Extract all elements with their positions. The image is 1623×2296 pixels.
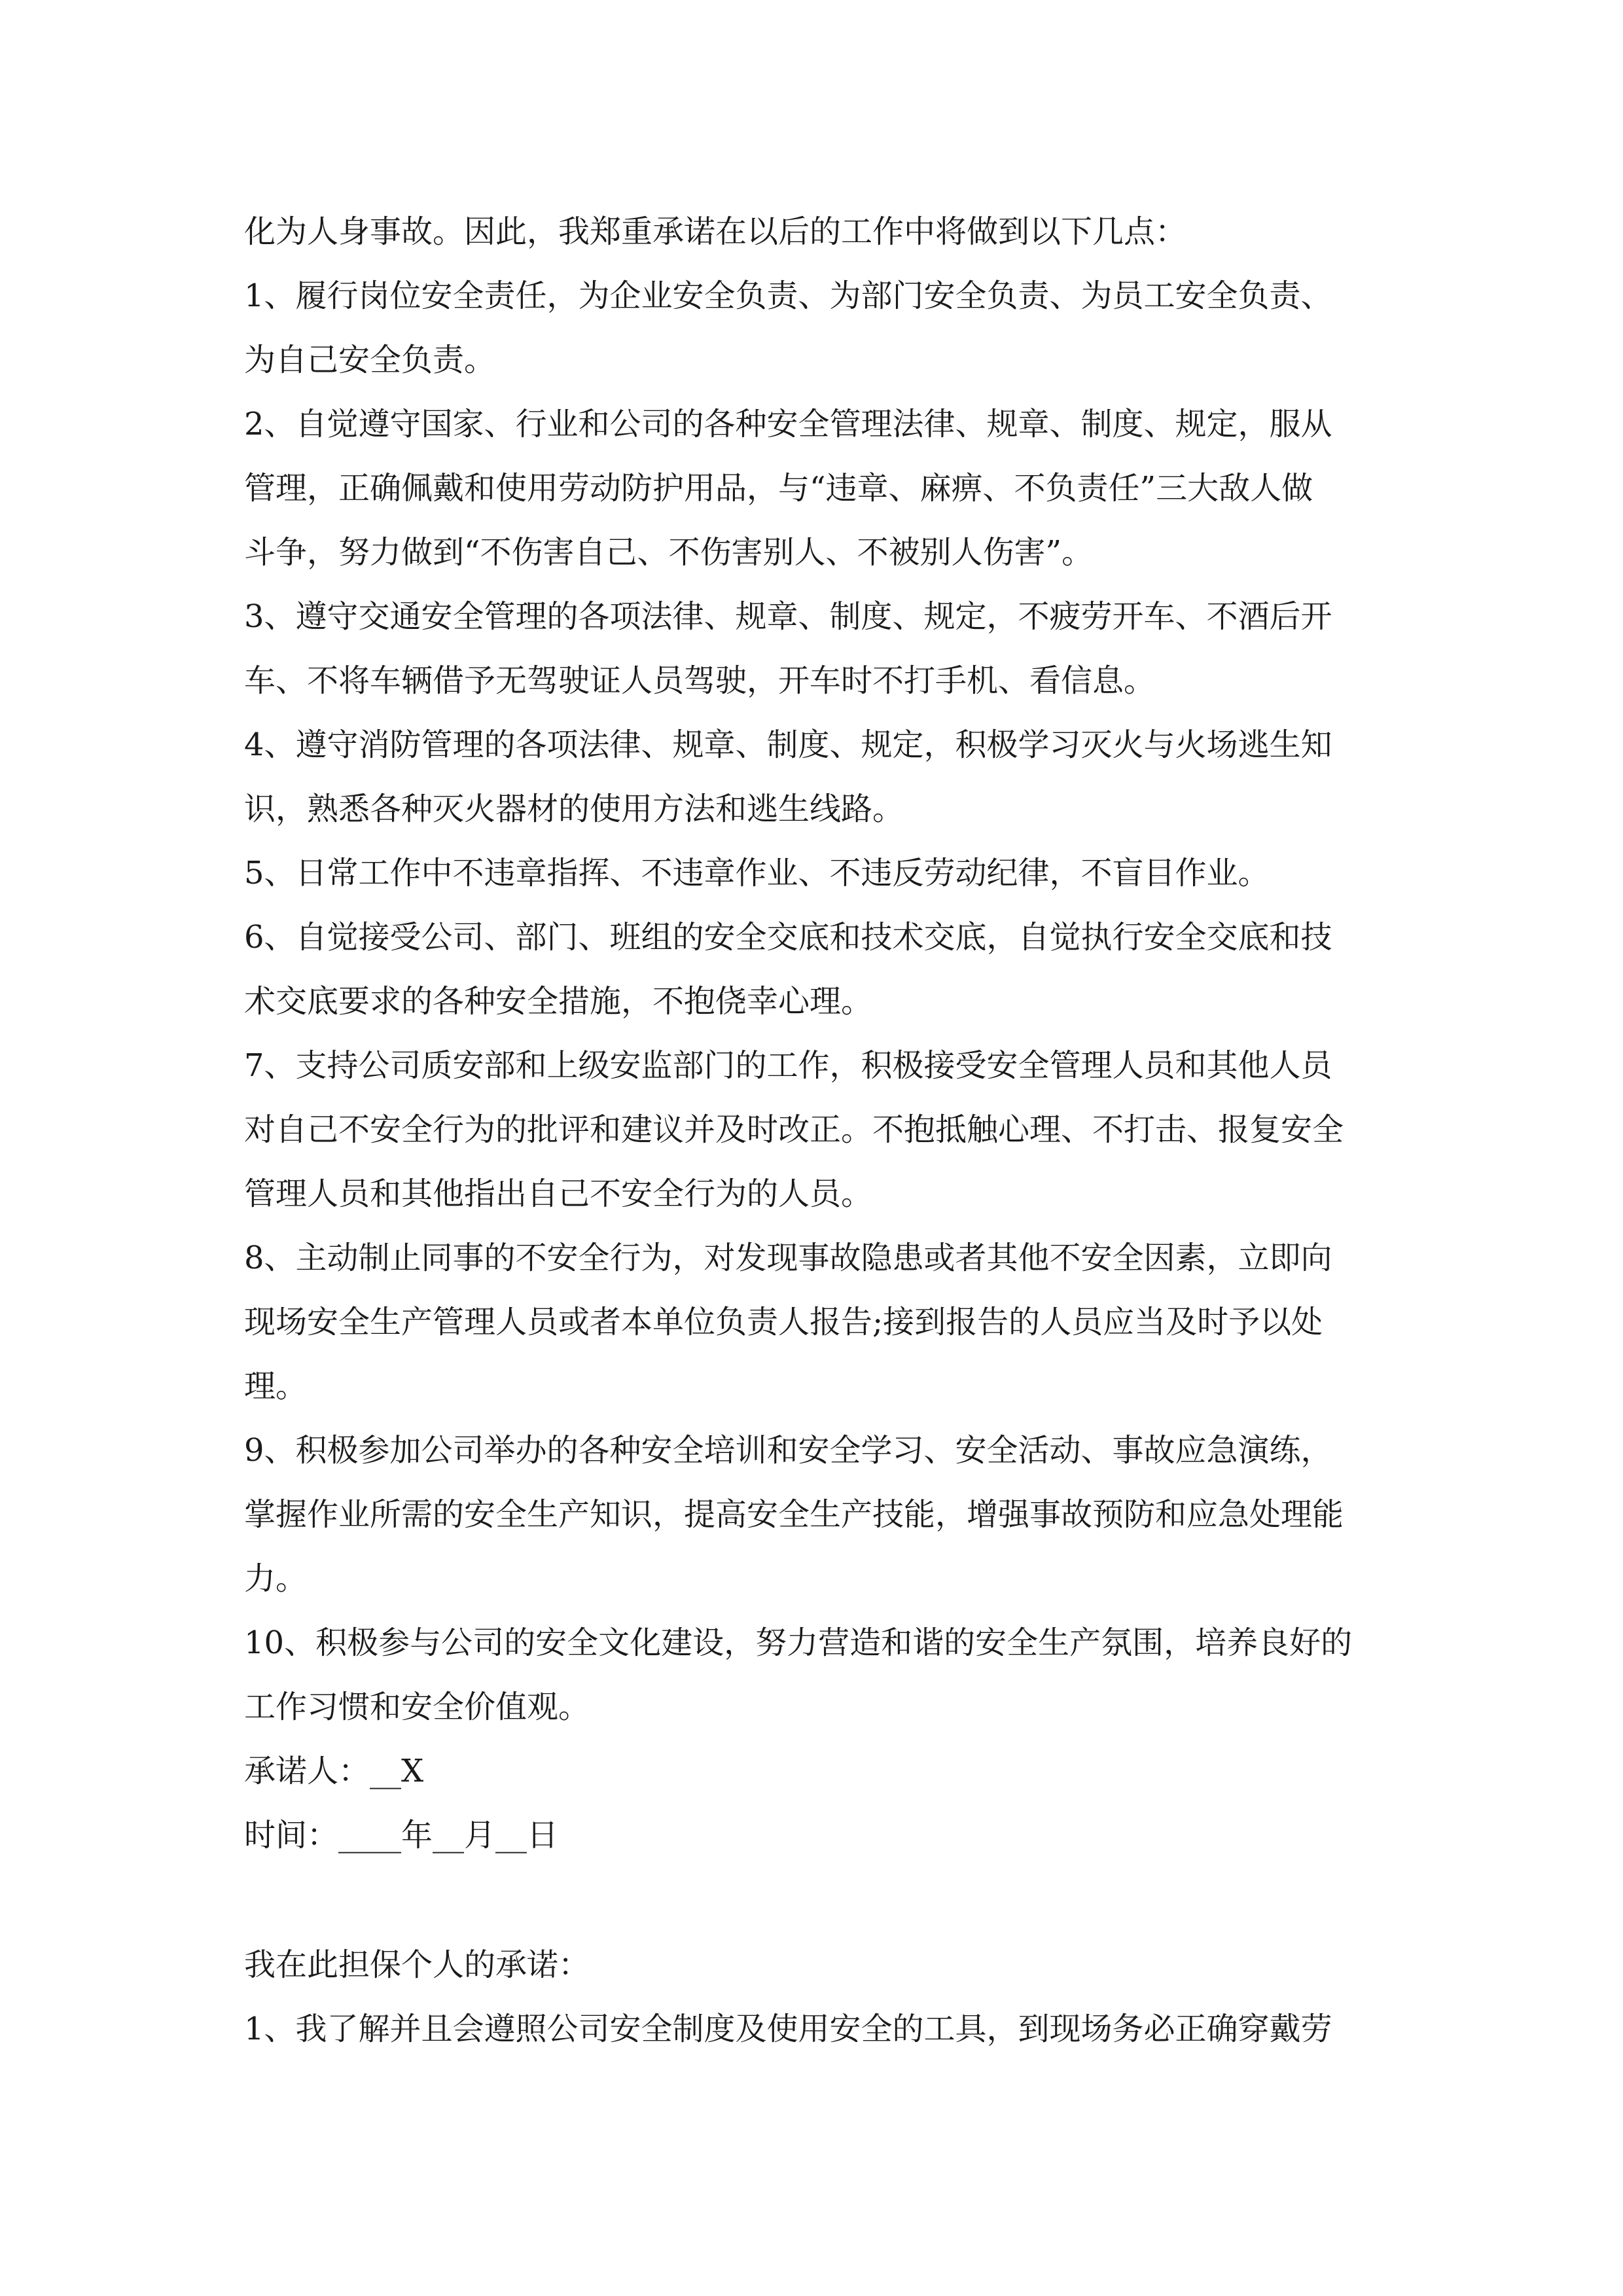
text-line: 现场安全生产管理人员或者本单位负责人报告;接到报告的人员应当及时予以处 [244, 1304, 1323, 1340]
text-line: 识，熟悉各种灭火器材的使用方法和逃生线路。 [244, 791, 904, 827]
text-line: 工作习惯和安全价值观。 [244, 1689, 590, 1725]
text-line: 术交底要求的各种安全措施，不抱侥幸心理。 [244, 983, 873, 1020]
text-line: 掌握作业所需的安全生产知识，提高安全生产技能，增强事故预防和应急处理能 [244, 1496, 1344, 1533]
text-line: 10、积极参与公司的安全文化建设，努力营造和谐的安全生产氛围，培养良好的 [244, 1624, 1353, 1661]
text-line: 2、自觉遵守国家、行业和公司的各种安全管理法律、规章、制度、规定，服从 [244, 406, 1332, 442]
text-line: 力。 [244, 1560, 308, 1597]
text-line: 斗争，努力做到“不伤害自己、不伤害别人、不被别人伤害”。 [244, 534, 1094, 571]
text-line: 8、主动制止同事的不安全行为，对发现事故隐患或者其他不安全因素，立即向 [244, 1240, 1332, 1276]
text-line: 9、积极参加公司举办的各种安全培训和安全学习、安全活动、事故应急演练， [244, 1432, 1332, 1469]
text-line: 6、自觉接受公司、部门、班组的安全交底和技术交底，自觉执行安全交底和技 [244, 919, 1332, 956]
second-section-heading: 我在此担保个人的承诺： [244, 1946, 590, 1983]
text-line: 1、履行岗位安全责任，为企业安全负责、为部门安全负责、为员工安全负责、 [244, 278, 1332, 314]
text-line: 理。 [244, 1368, 308, 1405]
section-gap [244, 1867, 1383, 1933]
document-body [244, 200, 1383, 2061]
text-line: 5、日常工作中不违章指挥、不违章作业、不违反劳动纪律，不盲目作业。 [244, 855, 1270, 891]
text-line: 为自己安全负责。 [244, 342, 496, 378]
text-line: 管理人员和其他指出自己不安全行为的人员。 [244, 1175, 873, 1212]
date-line: 时间：____年__月__日 [244, 1817, 559, 1854]
text-line: 4、遵守消防管理的各项法律、规章、制度、规定，积极学习灭火与火场逃生知 [244, 726, 1332, 763]
text-line: 对自己不安全行为的批评和建议并及时改正。不抱抵触心理、不打击、报复安全 [244, 1111, 1344, 1148]
text-line: 7、支持公司质安部和上级安监部门的工作，积极接受安全管理人员和其他人员 [244, 1047, 1332, 1084]
text-line: 3、遵守交通安全管理的各项法律、规章、制度、规定，不疲劳开车、不酒后开 [244, 598, 1332, 635]
text-line: 管理，正确佩戴和使用劳动防护用品，与“违章、麻痹、不负责任”三大敌人做 [244, 470, 1313, 507]
text-line: 1、我了解并且会遵照公司安全制度及使用安全的工具，到现场务必正确穿戴劳 [244, 2011, 1332, 2047]
promisor-line: 承诺人：__X [244, 1753, 424, 1789]
text-line: 车、不将车辆借予无驾驶证人员驾驶，开车时不打手机、看信息。 [244, 662, 1156, 699]
text-line: 化为人身事故。因此，我郑重承诺在以后的工作中将做到以下几点： [244, 213, 1187, 250]
